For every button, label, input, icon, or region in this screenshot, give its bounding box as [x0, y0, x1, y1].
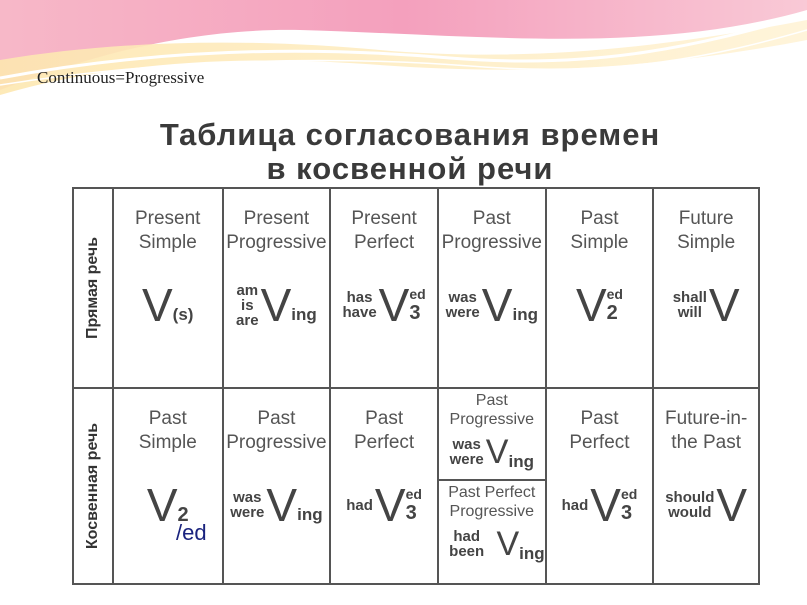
verb-symbol: V: [141, 279, 173, 331]
verb-form-marks: [297, 485, 323, 525]
tense-formula: [331, 475, 437, 535]
auxiliary-verb: had: [561, 496, 589, 514]
tense-name: [331, 189, 437, 255]
row-label-indirect: Косвенная речь: [83, 422, 101, 550]
verb-subscript: ing: [291, 305, 317, 324]
auxiliary-verbs: [446, 290, 480, 320]
tense-name-line-2: Progressive: [449, 503, 535, 520]
verb-subscript: 2: [177, 503, 189, 526]
tense-name-line-1: Past: [580, 208, 619, 229]
cell-direct-1: [114, 189, 224, 387]
tense-formula: [224, 275, 330, 335]
cell-indirect-4-top: [439, 389, 545, 481]
tense-name: [224, 389, 330, 455]
auxiliary-verb: is: [241, 296, 254, 314]
cell-indirect-6: [654, 389, 758, 583]
auxiliary-verbs: [342, 290, 376, 320]
verb-subscript: 3: [405, 501, 417, 524]
row-label-direct: Прямая речь: [83, 236, 101, 340]
tense-name-line-1: Past: [472, 208, 511, 229]
ed-annotation: /ed: [176, 520, 207, 545]
tense-name: [114, 189, 222, 255]
cell-direct-6: [654, 189, 758, 387]
auxiliary-verb: was: [452, 436, 481, 453]
tense-formula: [547, 275, 653, 335]
tense-formula: [331, 275, 437, 335]
tense-name-line-2: Progressive: [226, 432, 327, 453]
auxiliary-verbs: [665, 490, 714, 520]
cell-indirect-2: [224, 389, 332, 583]
cell-indirect-3: [331, 389, 439, 583]
verb-form-marks: [406, 486, 422, 525]
auxiliary-verb: has: [346, 289, 373, 306]
tense-name-line-2: Simple: [570, 232, 629, 253]
tense-name: [547, 389, 653, 455]
tense-formula: [654, 475, 758, 535]
tense-name-line-2: Perfect: [353, 432, 415, 453]
cell-indirect-4-bottom: [439, 481, 545, 583]
verb-subscript: (s): [172, 305, 194, 324]
verb-symbol: V: [590, 479, 621, 531]
verb-symbol: V: [496, 525, 520, 563]
cell-direct-5: [547, 189, 655, 387]
tense-name: [224, 189, 330, 255]
row-indirect-speech: [74, 389, 758, 583]
verb-symbol: V: [374, 479, 406, 531]
auxiliary-verbs: [562, 498, 589, 513]
tense-name-line-2: Progressive: [226, 232, 327, 253]
auxiliary-verb: will: [677, 304, 702, 321]
auxiliary-verbs: [673, 290, 707, 320]
cell-indirect-4: [439, 389, 547, 583]
tense-name-line-1: Past: [257, 408, 296, 429]
verb-form-marks: [519, 524, 545, 564]
cell-direct-2: [224, 189, 332, 387]
tense-name-line-2: Perfect: [569, 432, 630, 453]
verb-symbol: V: [266, 479, 298, 531]
auxiliary-verb: had: [346, 496, 373, 514]
auxiliary-verb: are: [236, 311, 259, 329]
verb-subscript: ing: [297, 505, 323, 524]
auxiliary-verb: were: [230, 504, 265, 521]
verb-subscript: 3: [409, 301, 421, 324]
table-title: [110, 118, 710, 186]
verb-superscript: ed: [620, 485, 638, 502]
tense-name-line-2: the Past: [671, 432, 742, 453]
tense-name-line-1: Past: [475, 392, 508, 409]
tense-name-line-1: Future: [678, 208, 734, 229]
verb-symbol: V: [146, 479, 178, 531]
tense-formula: [114, 275, 222, 335]
row-header-indirect: [74, 389, 114, 583]
cell-direct-3: [331, 189, 439, 387]
tense-formula: [439, 275, 545, 335]
row-header-direct: [74, 189, 114, 387]
tense-name-line-2: Progressive: [441, 232, 542, 253]
tense-formula: [439, 521, 545, 567]
tense-name-line-2: Progressive: [449, 411, 535, 428]
tense-name-line-1: Present: [243, 208, 310, 229]
verb-form-marks: [173, 285, 194, 325]
auxiliary-verb: was: [233, 489, 262, 506]
verb-subscript: ing: [519, 544, 545, 563]
verb-symbol: V: [378, 279, 410, 331]
cell-direct-4: [439, 189, 547, 387]
auxiliary-verb: shall: [672, 289, 707, 306]
auxiliary-verbs: [450, 437, 484, 467]
tense-name-line-2: Simple: [138, 232, 197, 253]
tense-name: [547, 189, 653, 255]
title-line-1: Таблица согласования времен: [159, 117, 661, 152]
tense-name-line-1: Past: [365, 408, 404, 429]
verb-subscript: 2: [606, 301, 618, 324]
tense-name: [654, 389, 758, 455]
auxiliary-verbs: [439, 529, 495, 559]
verb-subscript: 3: [620, 501, 633, 524]
tense-name-line-1: Present: [351, 208, 417, 229]
auxiliary-verb: am: [236, 281, 259, 299]
auxiliary-verb: would: [668, 504, 712, 521]
title-line-2: в косвенной речи: [266, 151, 554, 186]
auxiliary-verbs: [346, 498, 373, 513]
auxiliary-verb: have: [342, 304, 377, 321]
auxiliary-verb: had been: [449, 528, 485, 560]
auxiliary-verbs: [230, 490, 264, 520]
tense-formula: [654, 275, 758, 335]
tense-name-line-2: Perfect: [353, 232, 415, 253]
verb-form-marks: [409, 286, 425, 325]
tense-name: [114, 389, 222, 455]
tense-name-line-1: Past: [580, 408, 619, 429]
tense-formula: [224, 475, 330, 535]
auxiliary-verb: should: [665, 489, 715, 506]
slide-caption: Continuous=Progressive: [37, 68, 205, 87]
tense-name: [439, 189, 545, 255]
verb-superscript: ed: [405, 485, 422, 502]
auxiliary-verb: was: [448, 289, 477, 306]
auxiliary-verbs: [236, 283, 259, 328]
verb-symbol: V: [716, 479, 748, 531]
verb-symbol: V: [260, 279, 292, 331]
tense-name: [331, 389, 437, 455]
tense-formula: [547, 475, 653, 535]
tense-name: [439, 481, 545, 521]
tense-name: [439, 389, 545, 429]
tense-name: [654, 189, 758, 255]
cell-indirect-5: [547, 389, 655, 583]
tense-name-line-1: Future-in-: [664, 408, 748, 429]
tense-name-line-2: Simple: [677, 232, 736, 253]
verb-superscript: ed: [606, 285, 623, 302]
auxiliary-verb: were: [449, 451, 484, 468]
tense-name-line-1: Past: [148, 408, 187, 429]
verb-form-marks: [607, 286, 623, 325]
verb-superscript: ed: [409, 285, 426, 302]
verb-subscript: ing: [508, 452, 534, 471]
verb-symbol: V: [575, 279, 607, 331]
tense-name-line-2: Simple: [138, 432, 197, 453]
tense-formula: [439, 429, 545, 475]
cell-indirect-1: [114, 389, 224, 583]
verb-symbol: V: [708, 279, 740, 331]
auxiliary-verb: were: [445, 304, 480, 321]
verb-symbol: V: [481, 279, 513, 331]
verb-form-marks: [512, 285, 538, 325]
verb-subscript: ing: [512, 305, 538, 324]
row-direct-speech: [74, 189, 758, 389]
tense-name-line-1: Past Perfect: [448, 484, 536, 501]
verb-symbol: V: [485, 433, 509, 471]
tense-name-line-1: Present: [134, 208, 201, 229]
verb-form-marks: [508, 432, 534, 472]
verb-form-marks: [291, 285, 317, 325]
verb-form-marks: [621, 486, 637, 525]
